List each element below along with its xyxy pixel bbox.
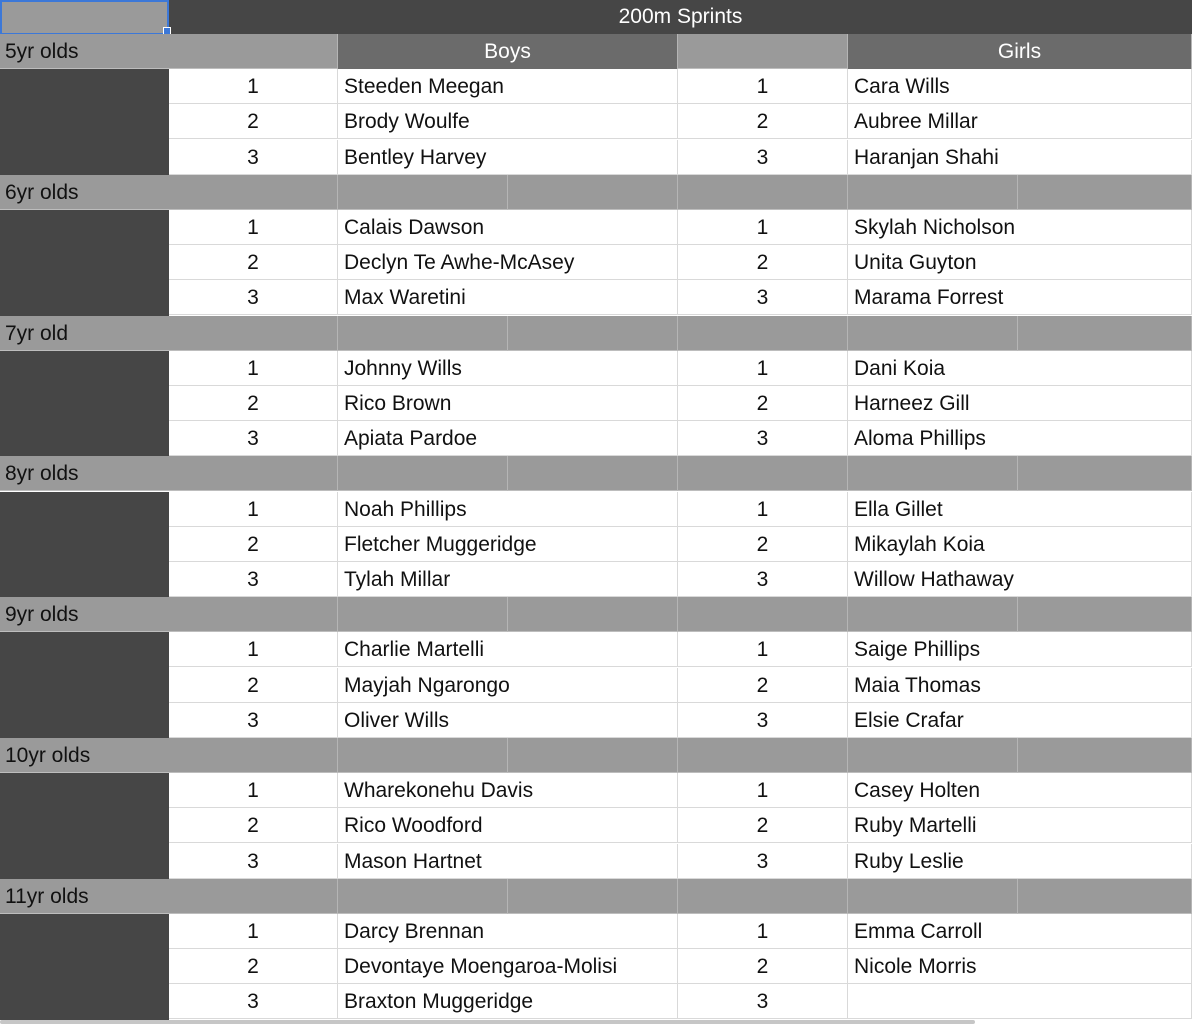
girl-name-cell[interactable]: Elsie Crafar	[848, 703, 1192, 738]
result-row	[0, 808, 1192, 843]
age-group-header	[0, 175, 1192, 210]
boy-rank-cell[interactable]: 3	[169, 562, 338, 597]
girl-rank-cell[interactable]: 3	[678, 562, 848, 597]
age-group-label[interactable]: 6yr olds	[0, 175, 169, 210]
boy-name-cell[interactable]: Bentley Harvey	[338, 140, 678, 175]
group-separator-cell[interactable]	[508, 738, 678, 773]
age-group-label[interactable]: 5yr olds	[0, 34, 169, 69]
girls-column-header[interactable]: Girls	[848, 34, 1192, 69]
girl-name-cell[interactable]: Haranjan Shahi	[848, 140, 1192, 175]
girl-rank-cell[interactable]: 2	[678, 386, 848, 421]
group-separator-cell[interactable]	[169, 316, 338, 351]
age-group-label[interactable]: 11yr olds	[0, 879, 169, 914]
girl-name-cell[interactable]: Aubree Millar	[848, 104, 1192, 139]
group-separator-cell[interactable]	[338, 879, 508, 914]
group-separator-cell[interactable]	[338, 738, 508, 773]
boy-name-cell[interactable]: Steeden Meegan	[338, 69, 678, 104]
age-group-header	[0, 316, 1192, 351]
boy-name-cell[interactable]: Rico Brown	[338, 386, 678, 421]
sheet-title[interactable]: 200m Sprints	[169, 0, 1192, 35]
boy-name-cell[interactable]: Brody Woulfe	[338, 104, 678, 139]
boy-rank-cell[interactable]: 2	[169, 245, 338, 280]
boy-rank-cell[interactable]: 2	[169, 668, 338, 703]
girl-name-cell[interactable]: Willow Hathaway	[848, 562, 1192, 597]
group-separator-cell[interactable]	[338, 175, 508, 210]
age-group-label[interactable]: 8yr olds	[0, 456, 169, 491]
result-row	[0, 984, 1192, 1019]
girl-name-cell[interactable]: Saige Phillips	[848, 632, 1192, 667]
result-row	[0, 245, 1192, 280]
girl-name-cell[interactable]: Maia Thomas	[848, 668, 1192, 703]
boy-name-cell[interactable]: Mason Hartnet	[338, 844, 678, 879]
boy-rank-cell[interactable]: 2	[169, 949, 338, 984]
group-separator-cell[interactable]	[169, 738, 338, 773]
result-row	[0, 773, 1192, 808]
girl-rank-cell[interactable]: 2	[678, 527, 848, 562]
boy-name-cell[interactable]: Mayjah Ngarongo	[338, 668, 678, 703]
result-row	[0, 527, 1192, 562]
group-separator-cell[interactable]	[508, 456, 678, 491]
group-separator-cell[interactable]	[1018, 175, 1192, 210]
boy-rank-cell[interactable]: 3	[169, 984, 338, 1019]
group-separator-cell[interactable]	[338, 316, 508, 351]
girl-rank-cell[interactable]: 1	[678, 351, 848, 386]
result-row	[0, 386, 1192, 421]
group-separator-cell[interactable]	[678, 597, 848, 632]
girl-name-cell[interactable]: Dani Koia	[848, 351, 1192, 386]
girl-name-cell[interactable]: Unita Guyton	[848, 245, 1192, 280]
boy-rank-cell[interactable]: 2	[169, 808, 338, 843]
group-separator-cell[interactable]	[508, 175, 678, 210]
boy-name-cell[interactable]: Wharekonehu Davis	[338, 773, 678, 808]
girl-name-cell[interactable]: Mikaylah Koia	[848, 527, 1192, 562]
girl-name-cell[interactable]: Ruby Martelli	[848, 808, 1192, 843]
girl-name-cell[interactable]: Emma Carroll	[848, 914, 1192, 949]
boy-rank-cell[interactable]: 3	[169, 140, 338, 175]
girl-rank-cell[interactable]: 1	[678, 69, 848, 104]
boy-rank-cell[interactable]: 1	[169, 351, 338, 386]
result-row	[0, 280, 1192, 315]
girl-rank-cell[interactable]: 1	[678, 210, 848, 245]
group-separator-cell[interactable]	[508, 316, 678, 351]
age-group-label[interactable]: 9yr olds	[0, 597, 169, 632]
result-row	[0, 703, 1192, 738]
boy-rank-cell[interactable]: 1	[169, 210, 338, 245]
boy-name-cell[interactable]: Declyn Te Awhe-McAsey	[338, 245, 678, 280]
group-separator-cell[interactable]	[848, 597, 1018, 632]
boy-rank-cell[interactable]: 1	[169, 773, 338, 808]
girl-rank-cell[interactable]: 2	[678, 949, 848, 984]
girl-rank-cell[interactable]: 3	[678, 703, 848, 738]
result-row	[0, 914, 1192, 949]
result-row	[0, 104, 1192, 139]
girl-rank-cell[interactable]: 2	[678, 104, 848, 139]
girl-name-cell[interactable]: Ruby Leslie	[848, 844, 1192, 879]
girl-name-cell[interactable]: Ella Gillet	[848, 492, 1192, 527]
group-separator-cell[interactable]	[848, 879, 1018, 914]
result-row	[0, 210, 1192, 245]
girl-rank-cell[interactable]: 3	[678, 421, 848, 456]
group-separator-cell[interactable]	[1018, 738, 1192, 773]
boy-rank-cell[interactable]: 3	[169, 421, 338, 456]
girl-name-cell[interactable]: Aloma Phillips	[848, 421, 1192, 456]
result-row	[0, 140, 1192, 175]
group-separator-cell[interactable]	[678, 879, 848, 914]
boy-name-cell[interactable]: Max Waretini	[338, 280, 678, 315]
age-group-header	[0, 738, 1192, 773]
girl-rank-cell[interactable]: 1	[678, 632, 848, 667]
girl-rank-cell[interactable]: 2	[678, 808, 848, 843]
age-group-header	[0, 456, 1192, 491]
girl-rank-cell[interactable]: 3	[678, 984, 848, 1019]
group-separator-cell[interactable]	[848, 456, 1018, 491]
boy-rank-cell[interactable]: 2	[169, 104, 338, 139]
age-group-header	[0, 597, 1192, 632]
result-row	[0, 632, 1192, 667]
boy-rank-cell[interactable]: 3	[169, 280, 338, 315]
group-separator-cell[interactable]	[678, 175, 848, 210]
group-separator-cell[interactable]	[508, 879, 678, 914]
boy-name-cell[interactable]: Charlie Martelli	[338, 632, 678, 667]
girl-name-cell[interactable]	[848, 984, 1192, 1019]
boys-column-header[interactable]: Boys	[338, 34, 678, 69]
boy-rank-cell[interactable]: 1	[169, 914, 338, 949]
group-separator-cell[interactable]	[1018, 879, 1192, 914]
girl-name-cell[interactable]: Skylah Nicholson	[848, 210, 1192, 245]
group-separator-cell[interactable]	[1018, 597, 1192, 632]
girl-name-cell[interactable]: Cara Wills	[848, 69, 1192, 104]
group-separator-cell[interactable]	[1018, 456, 1192, 491]
group-separator-cell[interactable]	[678, 316, 848, 351]
girl-rank-cell[interactable]: 3	[678, 140, 848, 175]
boy-name-cell[interactable]: Darcy Brennan	[338, 914, 678, 949]
group-separator-cell[interactable]	[1018, 316, 1192, 351]
age-group-label[interactable]: 7yr old	[0, 316, 169, 351]
result-row	[0, 421, 1192, 456]
boy-name-cell[interactable]: Tylah Millar	[338, 562, 678, 597]
girl-rank-cell[interactable]: 3	[678, 280, 848, 315]
girl-rank-cell[interactable]: 1	[678, 914, 848, 949]
boy-name-cell[interactable]: Johnny Wills	[338, 351, 678, 386]
girl-name-cell[interactable]: Harneez Gill	[848, 386, 1192, 421]
result-row	[0, 351, 1192, 386]
girl-rank-cell[interactable]: 1	[678, 492, 848, 527]
girl-name-cell[interactable]: Marama Forrest	[848, 280, 1192, 315]
boy-rank-cell[interactable]: 1	[169, 69, 338, 104]
girl-rank-cell[interactable]: 2	[678, 668, 848, 703]
selected-cell[interactable]	[0, 0, 169, 35]
group-separator-cell[interactable]	[848, 316, 1018, 351]
age-group-header	[0, 34, 1192, 69]
group-separator-cell[interactable]	[169, 456, 338, 491]
boy-name-cell[interactable]: Apiata Pardoe	[338, 421, 678, 456]
header-blank-cell[interactable]	[169, 34, 338, 69]
horizontal-scrollbar[interactable]	[0, 1020, 975, 1024]
age-group-label[interactable]: 10yr olds	[0, 738, 169, 773]
boy-name-cell[interactable]: Noah Phillips	[338, 492, 678, 527]
result-row	[0, 844, 1192, 879]
boy-rank-cell[interactable]: 3	[169, 703, 338, 738]
group-separator-cell[interactable]	[338, 456, 508, 491]
group-separator-cell[interactable]	[848, 175, 1018, 210]
result-row	[0, 492, 1192, 527]
girl-rank-cell[interactable]: 3	[678, 844, 848, 879]
result-row	[0, 562, 1192, 597]
boy-rank-cell[interactable]: 2	[169, 386, 338, 421]
girl-name-cell[interactable]: Nicole Morris	[848, 949, 1192, 984]
boy-rank-cell[interactable]: 1	[169, 632, 338, 667]
boy-name-cell[interactable]: Fletcher Muggeridge	[338, 527, 678, 562]
boy-rank-cell[interactable]: 3	[169, 844, 338, 879]
boy-rank-cell[interactable]: 1	[169, 492, 338, 527]
group-separator-cell[interactable]	[169, 879, 338, 914]
boy-name-cell[interactable]: Braxton Muggeridge	[338, 984, 678, 1019]
result-row	[0, 69, 1192, 104]
boy-name-cell[interactable]: Rico Woodford	[338, 808, 678, 843]
group-separator-cell[interactable]	[508, 597, 678, 632]
girl-rank-cell[interactable]: 2	[678, 245, 848, 280]
boy-rank-cell[interactable]: 2	[169, 527, 338, 562]
group-separator-cell[interactable]	[169, 597, 338, 632]
group-separator-cell[interactable]	[678, 738, 848, 773]
boy-name-cell[interactable]: Oliver Wills	[338, 703, 678, 738]
boy-name-cell[interactable]: Devontaye Moengaroa-Molisi	[338, 949, 678, 984]
result-row	[0, 949, 1192, 984]
header-blank-cell[interactable]	[678, 34, 848, 69]
group-separator-cell[interactable]	[848, 738, 1018, 773]
title-row	[0, 0, 1192, 35]
group-separator-cell[interactable]	[678, 456, 848, 491]
group-separator-cell[interactable]	[169, 175, 338, 210]
boy-name-cell[interactable]: Calais Dawson	[338, 210, 678, 245]
result-row	[0, 668, 1192, 703]
group-separator-cell[interactable]	[338, 597, 508, 632]
girl-name-cell[interactable]: Casey Holten	[848, 773, 1192, 808]
age-group-header	[0, 879, 1192, 914]
girl-rank-cell[interactable]: 1	[678, 773, 848, 808]
